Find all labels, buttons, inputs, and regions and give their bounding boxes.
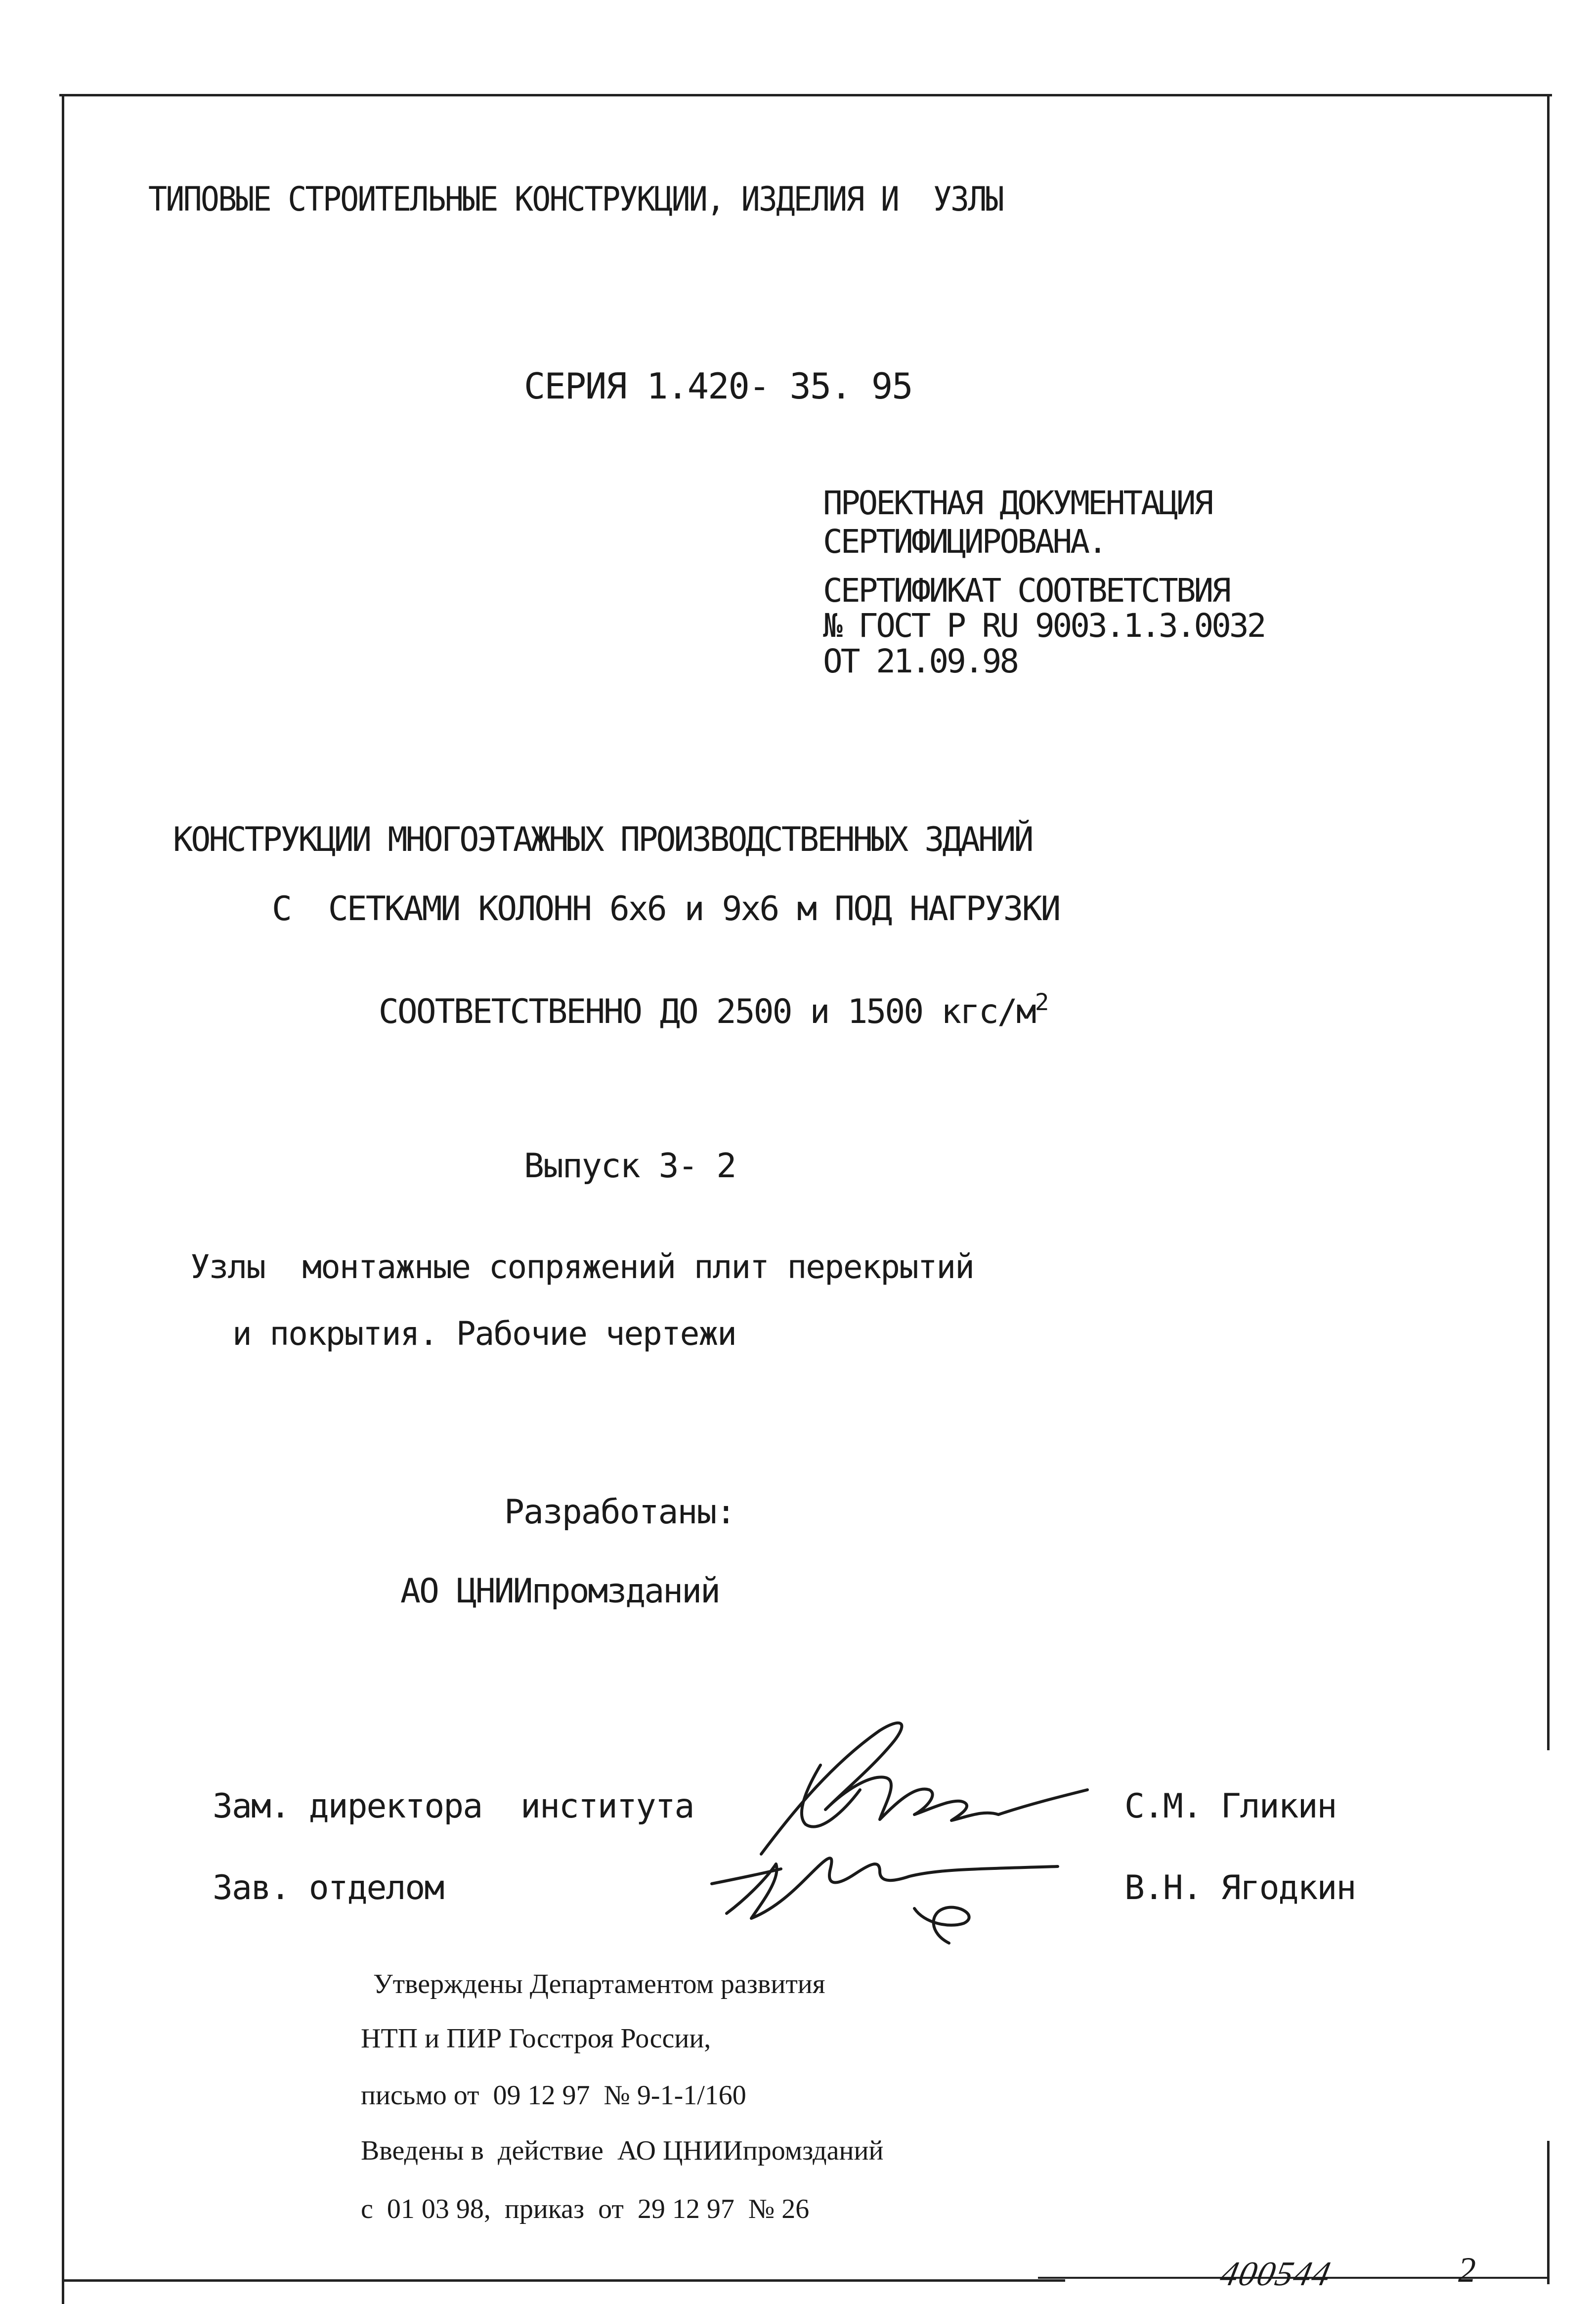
signature-stroke-lower-1 [712, 1864, 806, 1918]
collection-title: ТИПОВЫЕ СТРОИТЕЛЬНЫЕ КОНСТРУКЦИИ, ИЗДЕЛИЯ И УЗЛЫ [148, 180, 1003, 219]
cert-line-1: ПРОЕКТНАЯ ДОКУМЕНТАЦИЯ [823, 484, 1212, 522]
frame-top-line [59, 94, 1552, 96]
cert-line-2: СЕРТИФИЦИРОВАНА. [823, 523, 1106, 561]
signature-stroke-upper-2 [802, 1765, 860, 1827]
approval-line-1: Утверждены Департаментом развития [373, 1969, 825, 1999]
frame-right-line-lower [1547, 2141, 1550, 2284]
frame-left-line [62, 94, 64, 2304]
issue-label: Выпуск 3- 2 [524, 1147, 736, 1186]
cert-line-3: СЕРТИФИКАТ СООТВЕТСТВИЯ [823, 572, 1229, 610]
handwritten-signatures [682, 1691, 1117, 1968]
page-number: 2 [1458, 2250, 1476, 2290]
signature-stroke-lower-3 [914, 1907, 969, 1943]
signature-stroke-lower-2 [806, 1858, 1058, 1882]
signature-stroke-upper-3 [998, 1790, 1087, 1815]
cert-line-4: № ГОСТ Р RU 9003.1.3.0032 [823, 607, 1265, 645]
approval-line-5: с 01 03 98, приказ от 29 12 97 № 26 [361, 2194, 810, 2224]
approval-line-2: НТП и ПИР Госстроя России, [361, 2023, 711, 2054]
signature-name-2: В.Н. Ягодкин [1124, 1868, 1356, 1907]
developer-org: АО ЦНИИпромзданий [400, 1572, 719, 1611]
signature-name-1: С.М. Гликин [1124, 1787, 1337, 1826]
title-line-3 [341, 962, 1047, 1029]
cert-line-5: ОТ 21.09.98 [823, 642, 1018, 680]
inventory-number: 400544 [1216, 2255, 1335, 2293]
issue-description-line-1: Узлы монтажные сопряжений плит перекрытий [190, 1248, 974, 1286]
signature-role-2: Зав. отделом [213, 1868, 444, 1907]
issue-description-line-2: и покрытия. Рабочие чертежи [232, 1315, 736, 1353]
title-line-3-text: СООТВЕТСТВЕННО ДО 2500 и 1500 кгс/м [378, 992, 1035, 1031]
frame-right-line [1547, 94, 1550, 1750]
signature-role-1: Зам. директора института [213, 1787, 694, 1826]
approval-line-4: Введены в действие АО ЦНИИпромзданий [361, 2135, 884, 2166]
title-line-1: КОНСТРУКЦИИ МНОГОЭТАЖНЫХ ПРОИЗВОДСТВЕННЫХ ЗДАНИЙ [173, 820, 1032, 859]
title-line-3-superscript: 2 [1035, 988, 1048, 1016]
signature-stroke-upper-1 [761, 1723, 998, 1854]
approval-line-3: письмо от 09 12 97 № 9-1-1/160 [361, 2080, 746, 2111]
series-number: СЕРИЯ 1.420- 35. 95 [524, 365, 912, 407]
title-line-2: С СЕТКАМИ КОЛОНН 6х6 и 9х6 м ПОД НАГРУЗКИ [272, 889, 1060, 929]
developer-label: Разработаны: [504, 1493, 735, 1532]
frame-bottom-line [62, 2279, 1065, 2282]
